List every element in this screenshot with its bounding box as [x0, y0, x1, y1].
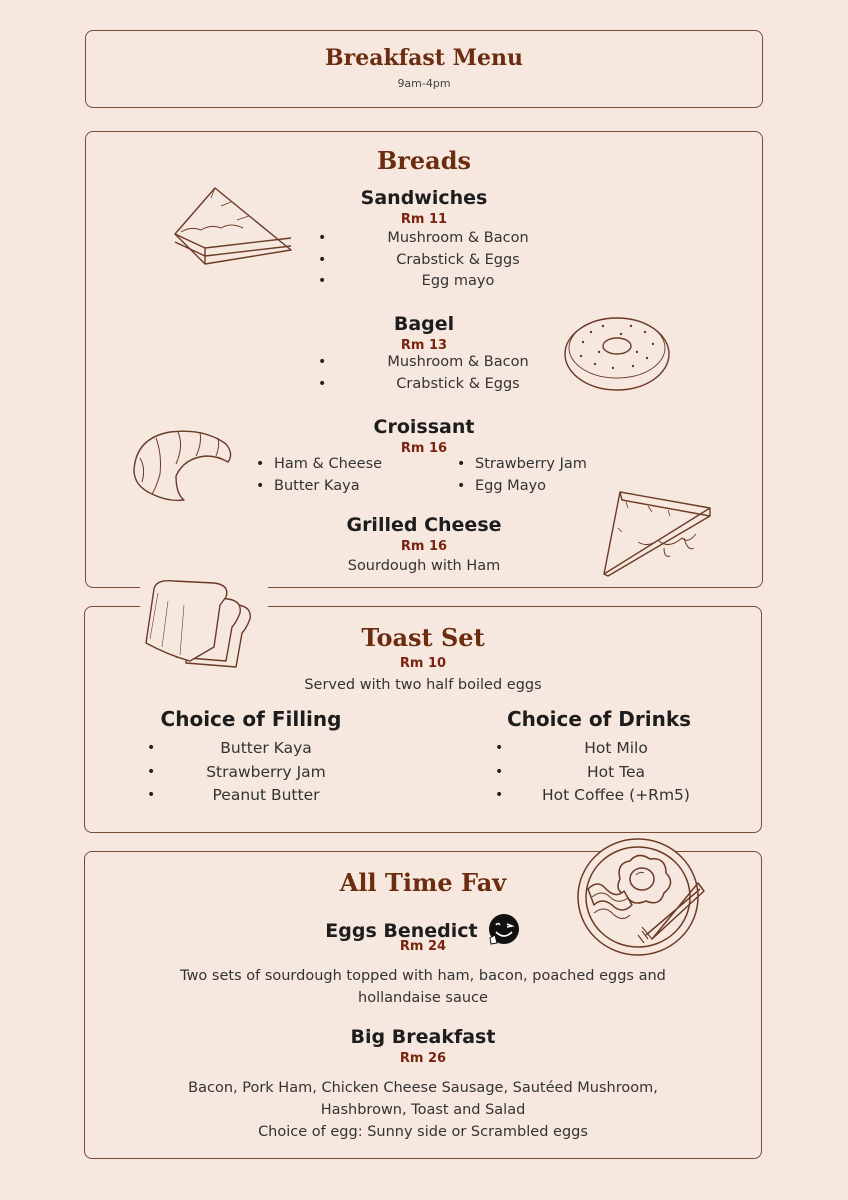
breads-panel — [85, 131, 763, 588]
sandwich-illustration-icon — [171, 184, 296, 269]
filling-list — [147, 737, 347, 808]
croissant-list-right — [457, 454, 617, 497]
croissant-price: Rm 16 — [400, 441, 448, 456]
list-item: • Strawberry Jam — [147, 761, 347, 785]
filling-title: Choice of Filling — [160, 707, 342, 731]
toast-set-price: Rm 10 — [399, 656, 447, 671]
list-item: • Strawberry Jam — [457, 454, 617, 476]
list-item: • Mushroom & Bacon — [318, 352, 558, 374]
bagel-price: Rm 13 — [400, 338, 448, 353]
toast-set-desc: Served with two half boiled eggs — [304, 677, 542, 693]
bagel-illustration-icon — [561, 312, 673, 394]
toast-set-title: Toast Set — [361, 623, 485, 652]
sandwiches-price: Rm 11 — [400, 212, 448, 227]
list-item: • Ham & Cheese — [256, 454, 416, 476]
eggs-benedict-price: Rm 24 — [399, 939, 447, 954]
grilled-cheese-illustration-icon — [598, 488, 714, 578]
header-panel — [85, 30, 763, 108]
big-breakfast-desc-line1: Bacon, Pork Ham, Chicken Cheese Sausage, Sautéed Mushroom, — [188, 1080, 658, 1096]
bagel-name: Bagel — [393, 313, 455, 335]
breads-title: Breads — [376, 146, 472, 175]
sandwiches-list — [318, 228, 558, 293]
eggs-benedict-desc-line1: Two sets of sourdough topped with ham, bacon, poached eggs and — [180, 968, 666, 984]
list-item: • Peanut Butter — [147, 784, 347, 808]
bagel-list — [318, 352, 558, 395]
big-breakfast-price: Rm 26 — [399, 1051, 447, 1066]
drinks-list — [495, 737, 707, 808]
big-breakfast-desc-line2: Hashbrown, Toast and Salad — [320, 1102, 526, 1118]
list-item: • Hot Coffee (+Rm5) — [495, 784, 707, 808]
eggs-benedict-name: Eggs Benedict — [325, 920, 478, 942]
list-item: • Egg Mayo — [457, 476, 617, 498]
breakfast-plate-illustration-icon — [576, 835, 712, 957]
drinks-title: Choice of Drinks — [506, 707, 692, 731]
big-breakfast-name: Big Breakfast — [350, 1026, 496, 1048]
toast-illustration-icon — [140, 575, 268, 673]
list-item: • Crabstick & Eggs — [318, 374, 558, 396]
list-item: • Butter Kaya — [147, 737, 347, 761]
list-item: • Hot Milo — [495, 737, 707, 761]
list-item: • Crabstick & Eggs — [318, 250, 558, 272]
croissant-name: Croissant — [373, 416, 475, 438]
list-item: • Butter Kaya — [256, 476, 416, 498]
sandwiches-name: Sandwiches — [360, 187, 488, 209]
eggs-benedict-desc-line2: hollandaise sauce — [358, 990, 488, 1006]
croissant-illustration-icon — [126, 424, 236, 506]
grilled-cheese-name: Grilled Cheese — [346, 514, 502, 536]
opening-hours: 9am-4pm — [397, 77, 451, 90]
menu-title: Breakfast Menu — [325, 45, 523, 71]
list-item: • Egg mayo — [318, 271, 558, 293]
croissant-list-left — [256, 454, 416, 497]
big-breakfast-desc-line3: Choice of egg: Sunny side or Scrambled eggs — [258, 1124, 588, 1140]
grilled-cheese-price: Rm 16 — [400, 539, 448, 554]
list-item: • Mushroom & Bacon — [318, 228, 558, 250]
list-item: • Hot Tea — [495, 761, 707, 785]
all-time-fav-title: All Time Fav — [339, 868, 507, 897]
grilled-cheese-desc: Sourdough with Ham — [347, 558, 501, 574]
